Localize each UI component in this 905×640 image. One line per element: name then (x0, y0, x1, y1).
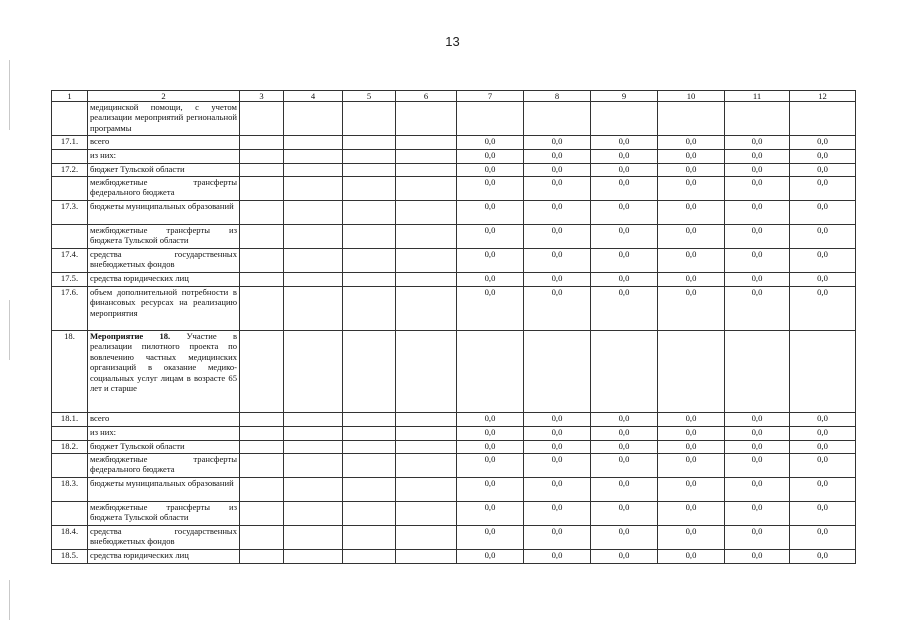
empty-cell (396, 225, 457, 249)
value-cell: 0,0 (725, 427, 790, 441)
empty-cell (396, 550, 457, 564)
budget-table (51, 90, 856, 564)
description-text: из них: (90, 427, 117, 437)
empty-cell (343, 526, 396, 550)
row-number: 18.5. (52, 550, 88, 564)
table-row (52, 413, 856, 427)
value-cell: 0,0 (725, 249, 790, 273)
value-cell: 0,0 (658, 150, 725, 164)
empty-cell (284, 427, 343, 441)
value-cell: 0,0 (524, 136, 591, 150)
row-description (88, 526, 240, 550)
empty-cell (396, 102, 457, 136)
description-text: межбюджетные трансферты федерального бюджета (90, 177, 237, 198)
empty-cell (284, 273, 343, 287)
empty-cell (343, 478, 396, 502)
value-cell: 0,0 (725, 225, 790, 249)
value-cell: 0,0 (790, 427, 856, 441)
empty-cell (284, 526, 343, 550)
empty-cell (284, 177, 343, 201)
value-cell (591, 331, 658, 413)
value-cell: 0,0 (658, 526, 725, 550)
row-description (88, 136, 240, 150)
value-cell: 0,0 (591, 136, 658, 150)
row-number: 17.3. (52, 201, 88, 225)
table-row (52, 273, 856, 287)
value-cell: 0,0 (790, 136, 856, 150)
description-text: средства юридических лиц (90, 273, 189, 283)
row-number: 18.4. (52, 526, 88, 550)
value-cell (658, 331, 725, 413)
scan-edge-mark (9, 60, 10, 130)
value-cell: 0,0 (457, 441, 524, 454)
value-cell: 0,0 (591, 441, 658, 454)
value-cell: 0,0 (725, 150, 790, 164)
empty-cell (240, 526, 284, 550)
empty-cell (396, 427, 457, 441)
table-header-row (52, 91, 856, 102)
table-row (52, 201, 856, 225)
empty-cell (240, 287, 284, 331)
row-description (88, 478, 240, 502)
table-row (52, 136, 856, 150)
value-cell: 0,0 (725, 550, 790, 564)
value-cell: 0,0 (790, 249, 856, 273)
value-cell: 0,0 (457, 478, 524, 502)
empty-cell (284, 102, 343, 136)
empty-cell (396, 441, 457, 454)
row-description (88, 249, 240, 273)
empty-cell (343, 249, 396, 273)
table-row (52, 478, 856, 502)
column-header: 5 (343, 91, 396, 102)
empty-cell (343, 201, 396, 225)
row-number (52, 502, 88, 526)
value-cell: 0,0 (457, 273, 524, 287)
value-cell: 0,0 (524, 249, 591, 273)
value-cell: 0,0 (790, 287, 856, 331)
empty-cell (396, 164, 457, 177)
row-description (88, 331, 240, 413)
row-number (52, 427, 88, 441)
empty-cell (284, 225, 343, 249)
column-header: 3 (240, 91, 284, 102)
value-cell: 0,0 (591, 550, 658, 564)
value-cell: 0,0 (658, 225, 725, 249)
row-number: 17.2. (52, 164, 88, 177)
empty-cell (240, 550, 284, 564)
column-header: 2 (88, 91, 240, 102)
row-number: 17.6. (52, 287, 88, 331)
value-cell: 0,0 (457, 150, 524, 164)
column-header: 10 (658, 91, 725, 102)
empty-cell (284, 454, 343, 478)
value-cell: 0,0 (725, 478, 790, 502)
empty-cell (343, 287, 396, 331)
empty-cell (396, 454, 457, 478)
empty-cell (343, 331, 396, 413)
description-text: межбюджетные трансферты из бюджета Тульской области (90, 502, 237, 523)
empty-cell (284, 478, 343, 502)
value-cell (725, 102, 790, 136)
value-cell: 0,0 (658, 413, 725, 427)
description-text: бюджет Тульской области (90, 441, 185, 451)
description-text: всего (90, 136, 110, 146)
empty-cell (343, 136, 396, 150)
value-cell: 0,0 (790, 502, 856, 526)
row-number (52, 225, 88, 249)
value-cell: 0,0 (524, 413, 591, 427)
value-cell: 0,0 (591, 273, 658, 287)
description-text: объем дополнительной потребности в финансовых ресурсах на реализацию мероприятия (90, 287, 237, 318)
value-cell: 0,0 (524, 201, 591, 225)
row-number: 17.4. (52, 249, 88, 273)
value-cell: 0,0 (457, 177, 524, 201)
empty-cell (343, 550, 396, 564)
empty-cell (396, 331, 457, 413)
empty-cell (240, 225, 284, 249)
row-description (88, 550, 240, 564)
empty-cell (396, 478, 457, 502)
description-text: из них: (90, 150, 117, 160)
row-number (52, 177, 88, 201)
value-cell: 0,0 (457, 201, 524, 225)
value-cell: 0,0 (658, 287, 725, 331)
row-number (52, 102, 88, 136)
empty-cell (396, 413, 457, 427)
empty-cell (343, 427, 396, 441)
empty-cell (240, 177, 284, 201)
empty-cell (240, 454, 284, 478)
value-cell: 0,0 (591, 454, 658, 478)
empty-cell (284, 249, 343, 273)
empty-cell (284, 331, 343, 413)
row-description (88, 102, 240, 136)
value-cell: 0,0 (790, 177, 856, 201)
empty-cell (284, 550, 343, 564)
empty-cell (284, 136, 343, 150)
value-cell: 0,0 (591, 478, 658, 502)
value-cell: 0,0 (725, 454, 790, 478)
empty-cell (240, 249, 284, 273)
empty-cell (240, 273, 284, 287)
empty-cell (396, 249, 457, 273)
empty-cell (396, 526, 457, 550)
column-header: 1 (52, 91, 88, 102)
empty-cell (396, 502, 457, 526)
table-row (52, 177, 856, 201)
row-description (88, 225, 240, 249)
value-cell: 0,0 (658, 273, 725, 287)
description-text: бюджеты муниципальных образований (90, 478, 234, 488)
value-cell: 0,0 (524, 287, 591, 331)
row-number: 17.1. (52, 136, 88, 150)
value-cell: 0,0 (658, 454, 725, 478)
value-cell: 0,0 (790, 413, 856, 427)
description-text: межбюджетные трансферты из бюджета Тульской области (90, 225, 237, 246)
row-description (88, 273, 240, 287)
empty-cell (240, 413, 284, 427)
value-cell: 0,0 (658, 136, 725, 150)
empty-cell (284, 413, 343, 427)
value-cell: 0,0 (658, 177, 725, 201)
value-cell (457, 102, 524, 136)
value-cell: 0,0 (725, 526, 790, 550)
value-cell: 0,0 (658, 164, 725, 177)
value-cell: 0,0 (591, 201, 658, 225)
scan-edge-mark (9, 580, 10, 620)
value-cell: 0,0 (790, 441, 856, 454)
value-cell: 0,0 (457, 136, 524, 150)
value-cell: 0,0 (790, 201, 856, 225)
column-header: 12 (790, 91, 856, 102)
value-cell: 0,0 (591, 526, 658, 550)
value-cell: 0,0 (725, 136, 790, 150)
value-cell: 0,0 (591, 502, 658, 526)
empty-cell (240, 441, 284, 454)
value-cell: 0,0 (790, 454, 856, 478)
empty-cell (284, 201, 343, 225)
row-description (88, 454, 240, 478)
row-description (88, 413, 240, 427)
empty-cell (396, 136, 457, 150)
value-cell: 0,0 (658, 441, 725, 454)
row-description (88, 287, 240, 331)
description-text: средства государственных внебюджетных фондов (90, 249, 237, 270)
empty-cell (284, 287, 343, 331)
row-description (88, 441, 240, 454)
description-text: Участие в реализации пилотного проекта по вовлечению частных медицинских организаций в оказание медико-социальных услуг лицам в возрасте 65 лет и старше (90, 331, 237, 394)
description-text: средства государственных внебюджетных фондов (90, 526, 237, 547)
description-text: бюджет Тульской области (90, 164, 185, 174)
table-row (52, 526, 856, 550)
value-cell: 0,0 (591, 177, 658, 201)
column-header: 11 (725, 91, 790, 102)
table-row (52, 102, 856, 136)
value-cell: 0,0 (591, 427, 658, 441)
value-cell: 0,0 (457, 287, 524, 331)
table-row (52, 331, 856, 413)
value-cell: 0,0 (725, 502, 790, 526)
table-row (52, 287, 856, 331)
table-row (52, 550, 856, 564)
table-row (52, 150, 856, 164)
column-header: 6 (396, 91, 457, 102)
table-row (52, 427, 856, 441)
empty-cell (343, 454, 396, 478)
value-cell: 0,0 (725, 201, 790, 225)
empty-cell (343, 225, 396, 249)
page-number: 13 (445, 34, 460, 49)
value-cell (725, 331, 790, 413)
value-cell: 0,0 (790, 225, 856, 249)
row-description (88, 201, 240, 225)
table-row (52, 225, 856, 249)
row-number (52, 150, 88, 164)
value-cell: 0,0 (524, 150, 591, 164)
row-number: 18.3. (52, 478, 88, 502)
empty-cell (240, 331, 284, 413)
description-text: средства юридических лиц (90, 550, 189, 560)
row-description (88, 502, 240, 526)
table-row (52, 502, 856, 526)
value-cell: 0,0 (790, 164, 856, 177)
value-cell: 0,0 (457, 249, 524, 273)
row-number (52, 454, 88, 478)
value-cell (524, 102, 591, 136)
empty-cell (343, 502, 396, 526)
value-cell: 0,0 (725, 273, 790, 287)
column-header: 7 (457, 91, 524, 102)
value-cell: 0,0 (457, 164, 524, 177)
value-cell: 0,0 (457, 526, 524, 550)
value-cell: 0,0 (725, 177, 790, 201)
empty-cell (284, 441, 343, 454)
value-cell: 0,0 (457, 454, 524, 478)
table-row (52, 441, 856, 454)
column-header: 8 (524, 91, 591, 102)
value-cell: 0,0 (524, 550, 591, 564)
row-number: 17.5. (52, 273, 88, 287)
empty-cell (240, 136, 284, 150)
empty-cell (396, 201, 457, 225)
value-cell: 0,0 (524, 441, 591, 454)
value-cell: 0,0 (658, 249, 725, 273)
value-cell: 0,0 (591, 225, 658, 249)
description-text: медицинской помощи, с учетом реализации мероприятий региональной программы (90, 102, 237, 133)
value-cell: 0,0 (457, 413, 524, 427)
value-cell: 0,0 (725, 441, 790, 454)
value-cell: 0,0 (591, 413, 658, 427)
value-cell: 0,0 (591, 164, 658, 177)
value-cell: 0,0 (524, 502, 591, 526)
value-cell: 0,0 (524, 454, 591, 478)
empty-cell (343, 273, 396, 287)
empty-cell (343, 150, 396, 164)
empty-cell (343, 164, 396, 177)
empty-cell (240, 164, 284, 177)
empty-cell (284, 164, 343, 177)
value-cell: 0,0 (457, 550, 524, 564)
empty-cell (240, 102, 284, 136)
empty-cell (240, 502, 284, 526)
table-row (52, 454, 856, 478)
value-cell: 0,0 (524, 273, 591, 287)
description-text: всего (90, 413, 110, 423)
empty-cell (396, 177, 457, 201)
row-description (88, 177, 240, 201)
row-number: 18. (52, 331, 88, 413)
value-cell: 0,0 (790, 273, 856, 287)
row-description (88, 164, 240, 177)
empty-cell (343, 441, 396, 454)
empty-cell (396, 287, 457, 331)
value-cell: 0,0 (591, 150, 658, 164)
table-row (52, 249, 856, 273)
value-cell: 0,0 (658, 478, 725, 502)
empty-cell (240, 150, 284, 164)
empty-cell (343, 177, 396, 201)
empty-cell (240, 478, 284, 502)
empty-cell (343, 413, 396, 427)
row-number: 18.1. (52, 413, 88, 427)
column-header: 4 (284, 91, 343, 102)
value-cell: 0,0 (725, 164, 790, 177)
empty-cell (240, 201, 284, 225)
empty-cell (343, 102, 396, 136)
value-cell: 0,0 (457, 502, 524, 526)
row-number: 18.2. (52, 441, 88, 454)
value-cell: 0,0 (790, 526, 856, 550)
value-cell: 0,0 (524, 526, 591, 550)
empty-cell (240, 427, 284, 441)
value-cell: 0,0 (658, 550, 725, 564)
column-header: 9 (591, 91, 658, 102)
value-cell: 0,0 (524, 225, 591, 249)
empty-cell (396, 150, 457, 164)
value-cell: 0,0 (790, 550, 856, 564)
value-cell (790, 331, 856, 413)
value-cell: 0,0 (658, 201, 725, 225)
empty-cell (284, 502, 343, 526)
value-cell: 0,0 (790, 150, 856, 164)
value-cell: 0,0 (524, 177, 591, 201)
description-text: межбюджетные трансферты федерального бюджета (90, 454, 237, 475)
row-description (88, 427, 240, 441)
value-cell (658, 102, 725, 136)
value-cell: 0,0 (457, 225, 524, 249)
value-cell: 0,0 (725, 413, 790, 427)
scan-edge-mark (9, 300, 10, 360)
value-cell: 0,0 (457, 427, 524, 441)
measure-title: Мероприятие 18. (90, 331, 171, 341)
description-text: бюджеты муниципальных образований (90, 201, 234, 211)
value-cell: 0,0 (524, 427, 591, 441)
value-cell: 0,0 (591, 249, 658, 273)
value-cell: 0,0 (790, 478, 856, 502)
empty-cell (284, 150, 343, 164)
value-cell: 0,0 (524, 478, 591, 502)
empty-cell (396, 273, 457, 287)
value-cell (790, 102, 856, 136)
value-cell (524, 331, 591, 413)
value-cell: 0,0 (524, 164, 591, 177)
value-cell: 0,0 (725, 287, 790, 331)
value-cell (457, 331, 524, 413)
value-cell (591, 102, 658, 136)
value-cell: 0,0 (658, 427, 725, 441)
row-description (88, 150, 240, 164)
table-row (52, 164, 856, 177)
value-cell: 0,0 (591, 287, 658, 331)
value-cell: 0,0 (658, 502, 725, 526)
